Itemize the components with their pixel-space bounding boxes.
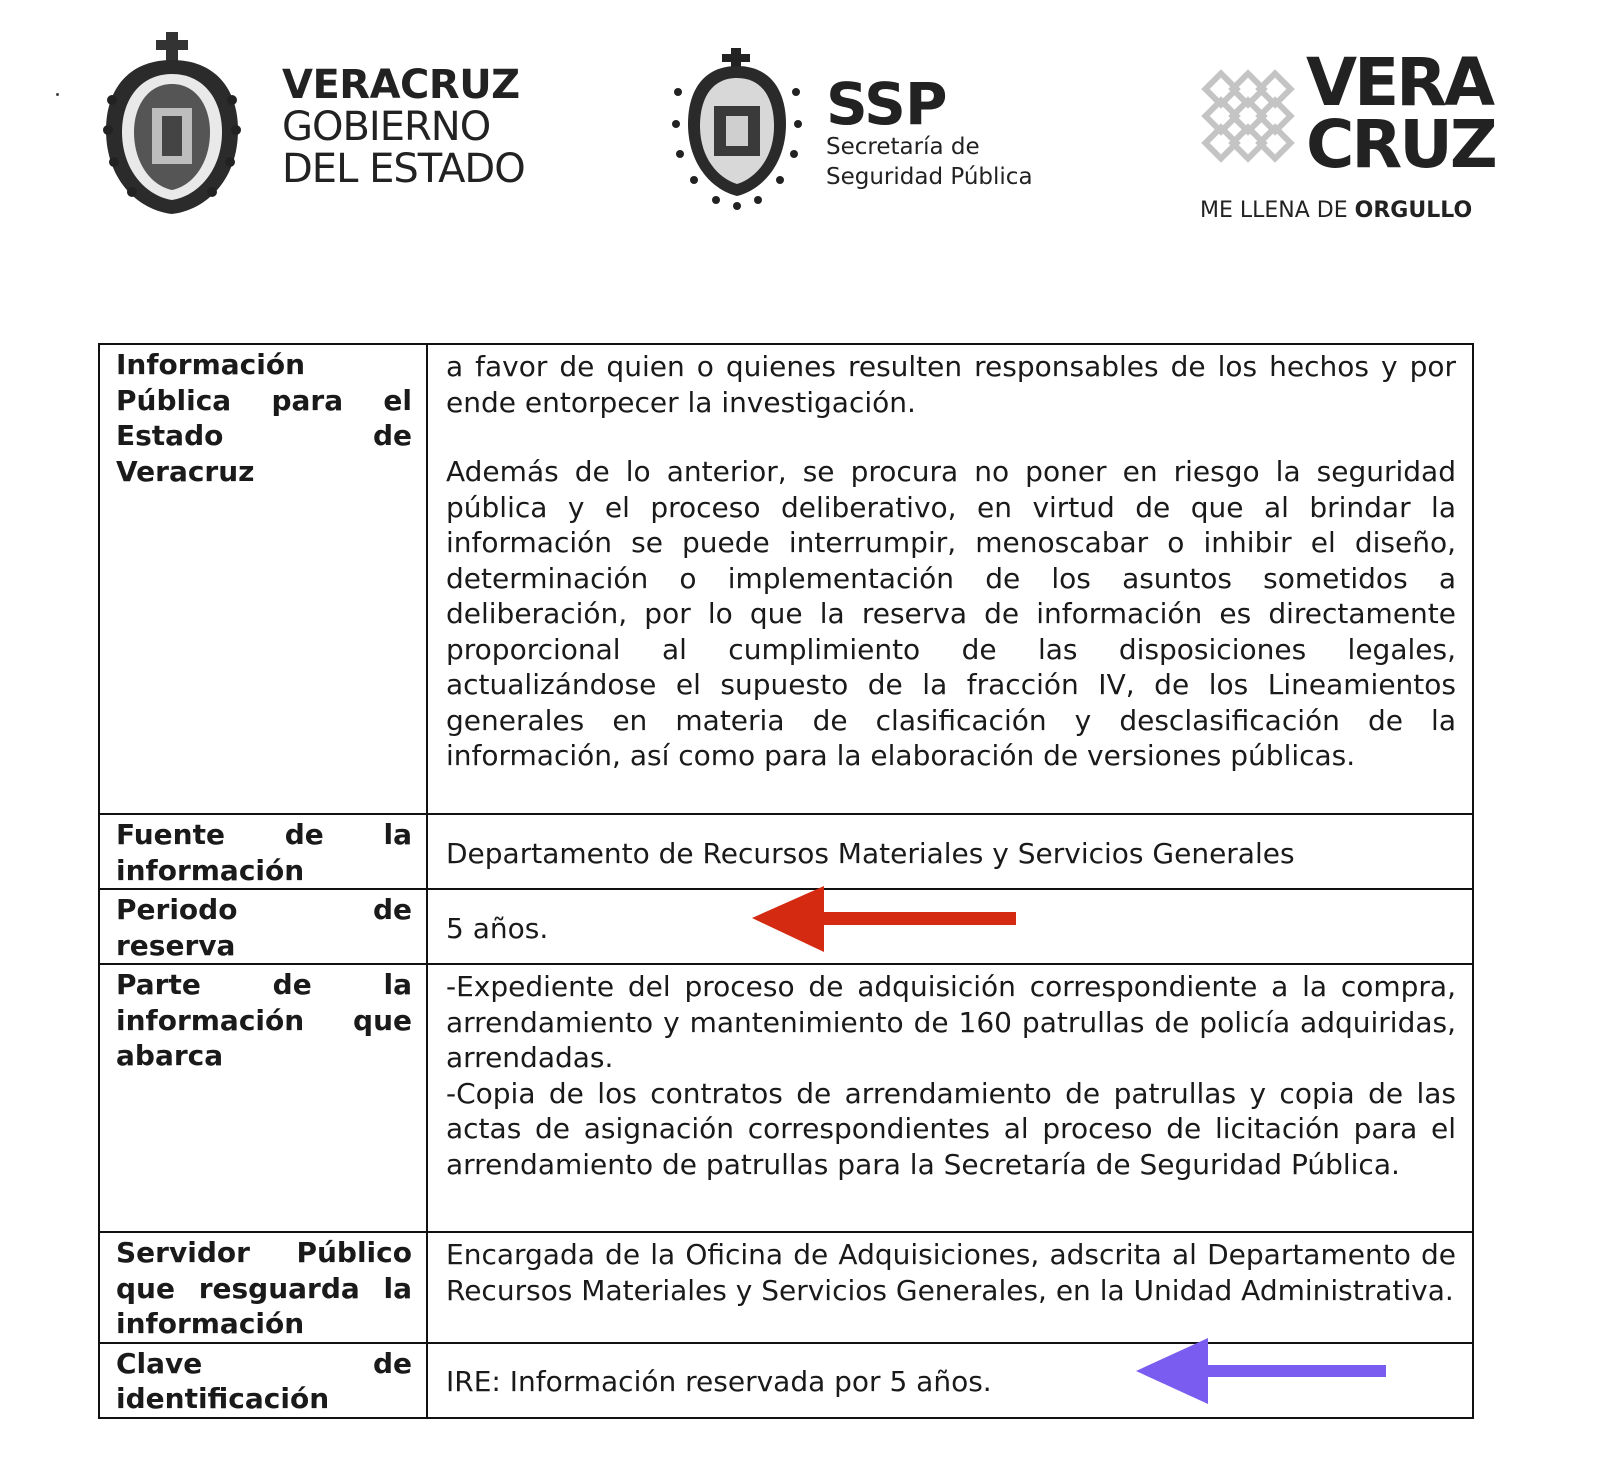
red-arrow-shaft xyxy=(812,912,1016,925)
table-row xyxy=(99,964,1473,1232)
row-paragraph: -Copia de los contratos de arrendamiento de patrullas y copia de las actas de asignación correspondientes al proceso de licitación para el arrendamiento de patrullas para la Secretaría de Seguridad Pública. xyxy=(446,1076,1456,1181)
gov-logo-line3: DEL ESTADO xyxy=(282,146,525,192)
row-label: Periodo de reserva xyxy=(99,889,427,964)
purple-arrow-icon xyxy=(1136,1336,1392,1406)
row-label: Información Pública para el Estado de Veracruz xyxy=(99,344,427,814)
row-paragraph: -Expediente del proceso de adquisición correspondiente a la compra, arrendamiento y mantenimiento de 160 patrullas de policía adquiridas, arrendadas. xyxy=(446,970,1456,1074)
ssp-line2: Seguridad Pública xyxy=(826,164,1033,190)
gov-logo-line2: GOBIERNO xyxy=(282,104,491,150)
brand-line1: VERA xyxy=(1306,44,1493,121)
gov-logo-text xyxy=(282,64,525,190)
ssp-logo-text xyxy=(826,70,1033,192)
row-value xyxy=(427,964,1473,1232)
tagline-regular: ME LLENA DE xyxy=(1200,198,1355,223)
row-value xyxy=(427,344,1473,814)
veracruz-knot-icon xyxy=(1200,68,1296,164)
classification-table xyxy=(98,343,1474,1419)
row-paragraph: a favor de quien o quienes resulten responsables de los hechos y por ende entorpecer la investigación. xyxy=(446,350,1456,419)
brand-tagline xyxy=(1200,198,1472,223)
row-label: Fuente de la información xyxy=(99,814,427,889)
row-label: Clave de identificación xyxy=(99,1343,427,1418)
row-label: Servidor Público que resguarda la información xyxy=(99,1232,427,1343)
row-label: Parte de la información que abarca xyxy=(99,964,427,1232)
row-paragraph: Además de lo anterior, se procura no poner en riesgo la seguridad pública y el proceso deliberativo, en virtud de que al brindar la información se puede interrumpir, menoscabar o inhibir el diseño, determinación o implementación de los asuntos sometidos a deliberación, por lo que la reserva de información es directamente proporcional al cumplimiento de las disposiciones legales, actualizándose el supuesto de la fracción IV, de los Lineamientos generales en materia de clasificación y desclasificación de la información, así como para la elaboración de versiones públicas. xyxy=(446,455,1456,772)
purple-arrow-shaft xyxy=(1196,1365,1386,1377)
row-value: Encargada de la Oficina de Adquisiciones, adscrita al Departamento de Recursos Materiales y Servicios Generales, en la Unidad Administrativa. xyxy=(427,1232,1473,1343)
tagline-bold: ORGULLO xyxy=(1354,198,1473,223)
row-value: 5 años. xyxy=(427,889,1473,964)
table-row xyxy=(99,1232,1473,1343)
ssp-line1: Secretaría de xyxy=(826,134,980,160)
veracruz-coat-of-arms-icon xyxy=(98,30,246,216)
gov-logo-line1: VERACRUZ xyxy=(282,62,520,108)
row-value: IRE: Información reservada por 5 años. xyxy=(427,1343,1473,1418)
table-row xyxy=(99,344,1473,814)
brand-line2: CRUZ xyxy=(1306,106,1495,183)
ssp-acronym: SSP xyxy=(826,70,947,138)
scan-speck xyxy=(56,93,59,96)
row-value: Departamento de Recursos Materiales y Servicios Generales xyxy=(427,814,1473,889)
ssp-seal-icon xyxy=(670,46,804,214)
veracruz-brand-text xyxy=(1306,44,1495,183)
document-header xyxy=(0,0,1600,260)
red-arrow-icon xyxy=(752,884,1022,954)
red-arrow-head xyxy=(752,886,824,952)
purple-arrow-head xyxy=(1136,1338,1208,1404)
table-row xyxy=(99,814,1473,889)
